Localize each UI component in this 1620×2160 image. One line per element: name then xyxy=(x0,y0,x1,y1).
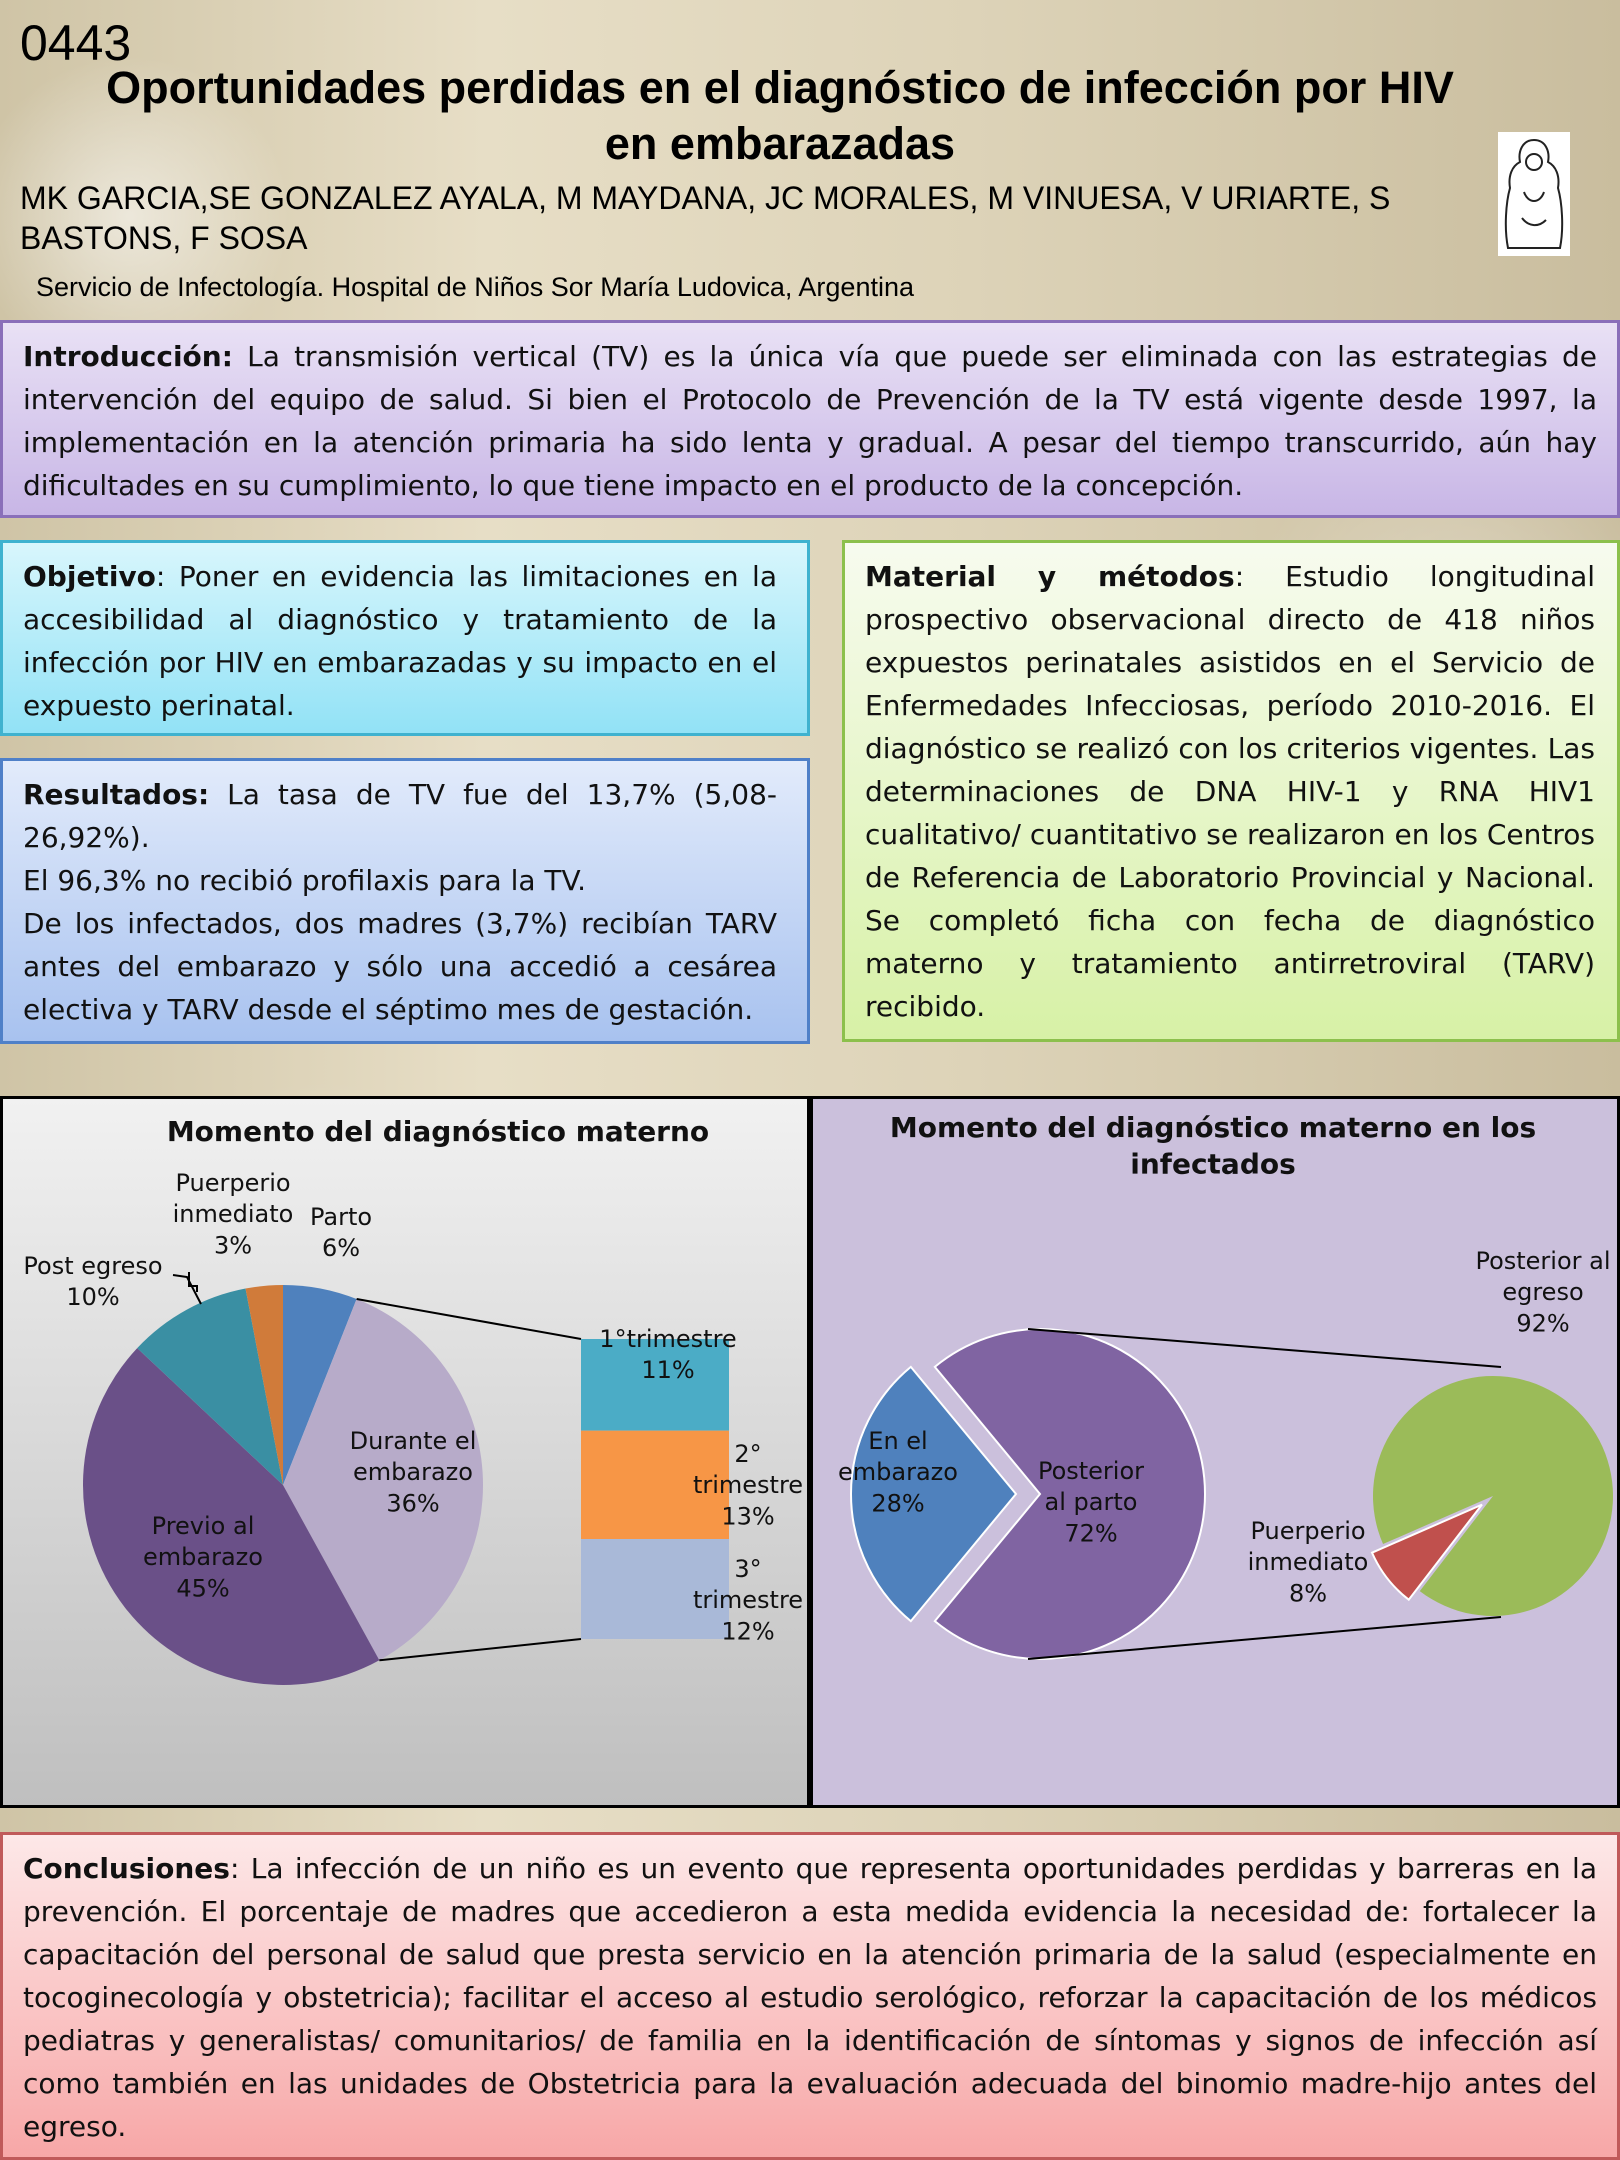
authors xyxy=(20,178,1480,258)
introduccion-text: La transmisión vertical (TV) es la única vía que puede ser eliminada con las estrategias de intervención del equipo de salud. Si bien el Protocolo de Prevención de la TV está vigente desde 1997, la implementación en la atención primaria ha sido lenta y gradual. A pesar del tiempo transcurrido, aún hay dificultades en su cumplimiento, lo que tiene impacto en el producto de la concepción. xyxy=(23,340,1597,502)
objetivo-text: : Poner en evidencia las limitaciones en la accesibilidad al diagnóstico y tratamiento de la infección por HIV en embarazadas y su impacto en el expuesto perinatal. xyxy=(23,560,777,722)
title-line-1: Oportunidades perdidas en el diagnóstico de infección por HIV xyxy=(106,62,1454,113)
chart-2-breakdown-label-1: Puerperio inmediato 8% xyxy=(1247,1517,1369,1608)
nun-figure-icon xyxy=(1498,132,1570,256)
chart-1-bar-label-2: 3° trimestre 12% xyxy=(692,1555,804,1646)
metodos-section xyxy=(842,540,1620,1042)
chart-1-connector-bottom xyxy=(379,1639,581,1660)
poster-id: 0443 xyxy=(20,15,132,71)
objetivo-section xyxy=(0,540,810,736)
metodos-text: : Estudio longitudinal prospectivo observacional directo de 418 niños expuestos perinatales asistidos en el Servicio de Enfermedades Infecciosas, período 2010-2016. El diagnóstico se realizó con los criterios vigentes. Las determinaciones de DNA HIV-1 y RNA HIV1 cualitativo/ cuantitativo se realizaron en los Centros de Referencia de Laboratorio Provincial y Nacional. Se completó ficha con fecha de diagnóstico materno y tratamiento antirretroviral (TARV) recibido. xyxy=(865,560,1596,1023)
chart-2-label-1: Posterior al parto 72% xyxy=(1037,1457,1145,1548)
chart-1-label-0: Parto 6% xyxy=(309,1203,373,1263)
chart-1-label-4: Puerperio inmediato 3% xyxy=(172,1169,294,1260)
chart-diagnostico-infectados xyxy=(810,1096,1620,1808)
objetivo-label: Objetivo xyxy=(23,560,156,593)
chart-2-breakdown-label-0: Posterior al egreso 92% xyxy=(1475,1247,1611,1338)
resultados-text: La tasa de TV fue del 13,7% (5,08-26,92%). xyxy=(23,778,777,854)
authors-line-2: BASTONS, F SOSA xyxy=(20,220,308,256)
resultados-line-2: El 96,3% no recibió profilaxis para la TV. xyxy=(23,864,586,897)
authors-line-1: MK GARCIA,SE GONZALEZ AYALA, M MAYDANA, JC MORALES, M VINUESA, V URIARTE, S xyxy=(20,180,1391,216)
poster-title xyxy=(60,60,1500,172)
conclusiones-section xyxy=(0,1832,1620,2160)
chart-diagnostico-materno xyxy=(0,1096,810,1808)
title-line-2: en embarazadas xyxy=(604,118,956,169)
introduccion-label: Introducción: xyxy=(23,340,233,373)
chart-1-label-3: Post egreso 10% xyxy=(23,1252,163,1312)
chart-1-bar-label-1: 2° trimestre 13% xyxy=(692,1440,804,1531)
chart-2-svg xyxy=(813,1099,1617,1805)
chart-1-label-2: Previo al embarazo 45% xyxy=(143,1512,263,1603)
chart-1-bar-label-0: 1°trimestre 11% xyxy=(599,1325,737,1385)
hospital-logo xyxy=(1498,132,1570,256)
conclusiones-label: Conclusiones xyxy=(23,1852,230,1885)
chart-2-title: Momento del diagnóstico materno en los infectados xyxy=(889,1111,1537,1181)
metodos-label: Material y métodos xyxy=(865,560,1235,593)
resultados-section xyxy=(0,758,810,1044)
introduccion-section xyxy=(0,320,1620,518)
resultados-line-3: De los infectados, dos madres (3,7%) recibían TARV antes del embarazo y sólo una accedió a cesárea electiva y TARV desde el séptimo mes de gestación. xyxy=(23,907,777,1026)
chart-2-label-0: En el embarazo 28% xyxy=(838,1427,958,1518)
chart-1-svg xyxy=(3,1099,807,1805)
resultados-line-1 xyxy=(23,773,777,859)
chart-1-title: Momento del diagnóstico materno xyxy=(166,1115,710,1148)
chart-1-label-1: Durante el embarazo 36% xyxy=(349,1427,477,1518)
affiliation: Servicio de Infectología. Hospital de Niños Sor María Ludovica, Argentina xyxy=(36,272,914,302)
conclusiones-text: : La infección de un niño es un evento que representa oportunidades perdidas y barreras en la prevención. El porcentaje de madres que accedieron a esta medida evidencia la necesidad de: fortalecer la capacitación del personal de salud que presta servicio en la atención primaria de la salud (especialmente en tocoginecología y obstetricia); facilitar el acceso al estudio serológico, reforzar la capacitación de los médicos pediatras y generalistas/ comunitarios/ de familia en la identificación de síntomas y signos de infección así como también en las unidades de Obstetricia para la evaluación adecuada del binomio madre-hijo antes del egreso. xyxy=(23,1852,1597,2143)
resultados-label: Resultados: xyxy=(23,778,210,811)
